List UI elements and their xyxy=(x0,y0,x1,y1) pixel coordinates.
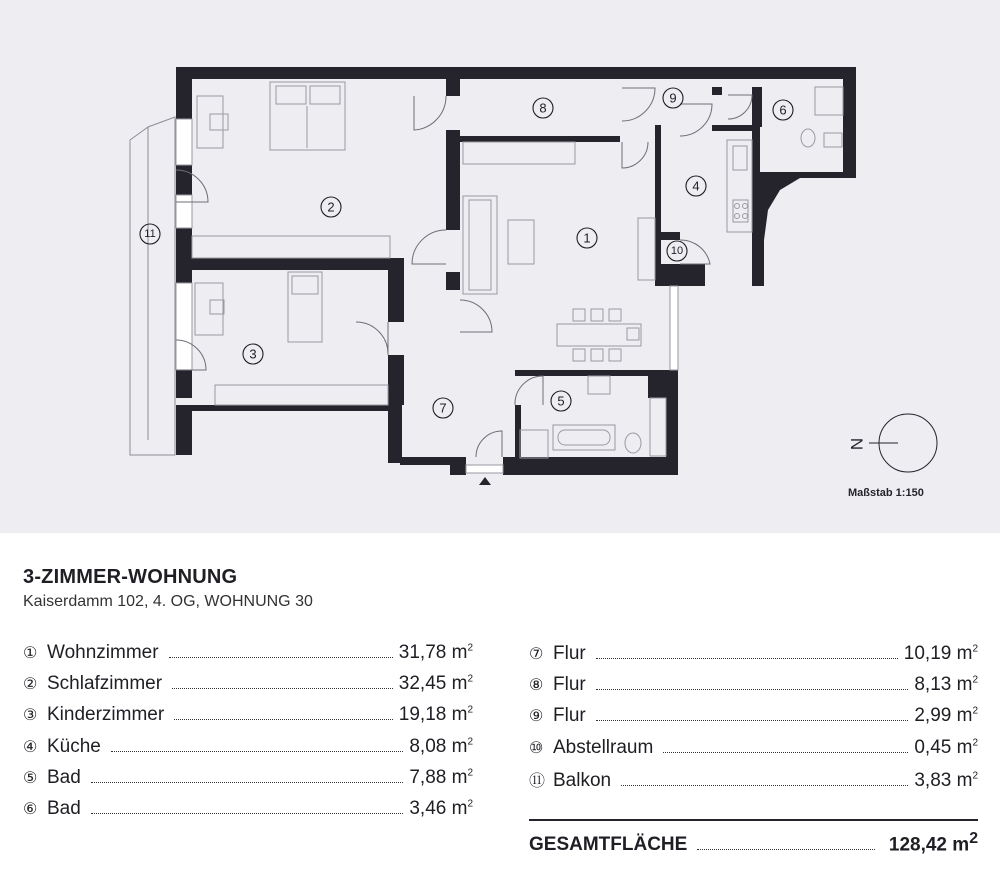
svg-text:10: 10 xyxy=(670,245,684,257)
room-label-1 xyxy=(577,228,597,248)
room-label-11 xyxy=(140,224,160,244)
dot-leader xyxy=(174,719,393,720)
room-label-5 xyxy=(551,391,571,411)
area-row xyxy=(23,736,473,762)
dot-leader xyxy=(596,658,898,659)
svg-text:1: 1 xyxy=(583,230,591,246)
dot-leader xyxy=(697,849,875,850)
room-area: 3,83 $m^2$ xyxy=(914,769,978,791)
svg-text:5: 5 xyxy=(557,393,565,409)
compass xyxy=(848,414,938,472)
room-name: Balkon xyxy=(553,769,612,791)
room-label-6 xyxy=(773,100,793,120)
balcony-outline xyxy=(130,117,175,455)
area-row xyxy=(529,643,978,669)
room-name: Flur xyxy=(553,643,586,664)
dot-leader xyxy=(596,689,909,690)
svg-text:3: 3 xyxy=(249,346,257,362)
room-area: 10,19 $m^2$ xyxy=(903,643,978,664)
room-name: Wohnzimmer xyxy=(47,642,159,663)
room-label-4 xyxy=(686,176,706,196)
room-name: Abstellraum xyxy=(553,736,654,758)
room-number: ⑥ xyxy=(23,801,38,818)
svg-text:6: 6 xyxy=(779,102,787,118)
room-label-8 xyxy=(533,98,553,118)
room-number: ② xyxy=(23,676,38,694)
room-number: ⑨ xyxy=(529,708,544,726)
dot-leader xyxy=(91,813,404,814)
room-name: Flur xyxy=(553,705,586,727)
svg-text:11: 11 xyxy=(144,228,156,240)
room-number: ④ xyxy=(23,738,38,756)
room-label-3 xyxy=(243,344,263,364)
dot-leader xyxy=(111,751,403,752)
room-area: 19,18 $m^2$ xyxy=(398,704,473,726)
dot-leader xyxy=(169,657,393,658)
area-row xyxy=(23,642,473,668)
area-row xyxy=(529,768,978,794)
room-number: ⑧ xyxy=(529,677,544,695)
dot-leader xyxy=(91,782,404,783)
svg-text:9: 9 xyxy=(669,90,677,106)
room-number: ⑩ xyxy=(529,739,544,757)
entrance-marker xyxy=(479,477,491,485)
room-label-9 xyxy=(663,88,683,108)
room-name: Schlafzimmer xyxy=(47,673,163,695)
room-area: 2,99 $m^2$ xyxy=(914,705,978,727)
room-name: Flur xyxy=(553,674,586,696)
compass-north-letter: N xyxy=(847,437,867,451)
area-row xyxy=(529,705,978,731)
room-area: 3,46 $m^2$ xyxy=(409,798,473,819)
svg-text:4: 4 xyxy=(692,178,700,194)
room-number: ③ xyxy=(23,707,38,725)
room-number: ⑪ xyxy=(529,772,546,790)
room-area: 8,13 $m^2$ xyxy=(914,674,978,696)
room-name: Bad xyxy=(47,766,81,788)
total-area-row xyxy=(529,830,978,856)
dot-leader xyxy=(621,785,908,786)
room-area: 31,78 $m^2$ xyxy=(398,642,473,663)
svg-text:2: 2 xyxy=(327,199,335,215)
room-number: ⑤ xyxy=(23,769,38,787)
room-name: Bad xyxy=(47,798,81,819)
room-area: 7,88 $m^2$ xyxy=(409,766,473,788)
svg-text:8: 8 xyxy=(539,100,547,116)
total-label: GESAMTFLÄCHE xyxy=(529,834,688,856)
room-label-10 xyxy=(667,241,687,261)
apartment-title: 3-ZIMMER-WOHNUNG xyxy=(23,566,238,588)
room-number: ⑦ xyxy=(529,646,544,663)
dot-leader xyxy=(172,688,393,689)
area-row xyxy=(529,737,978,763)
area-row xyxy=(23,767,473,793)
total-value: 128,42 $m^2$ xyxy=(888,830,978,856)
room-label-7 xyxy=(433,398,453,418)
room-area: 0,45 $m^2$ xyxy=(914,736,978,758)
room-area: 8,08 $m^2$ xyxy=(409,735,473,757)
windows xyxy=(176,119,678,473)
total-divider xyxy=(529,819,978,821)
room-name: Kinderzimmer xyxy=(47,704,165,726)
room-name: Küche xyxy=(47,735,101,757)
scale-label: Maßstab 1:150 xyxy=(848,487,924,499)
room-number: ① xyxy=(23,645,38,662)
area-row xyxy=(23,704,473,730)
svg-text:7: 7 xyxy=(439,400,447,416)
area-row xyxy=(23,673,473,699)
area-row xyxy=(23,798,473,824)
room-area: 32,45 $m^2$ xyxy=(398,673,473,695)
dot-leader xyxy=(663,752,908,753)
room-label-2 xyxy=(321,197,341,217)
apartment-address: Kaiserdamm 102, 4. OG, WOHNUNG 30 xyxy=(23,593,313,610)
area-row xyxy=(529,674,978,700)
dot-leader xyxy=(596,720,909,721)
